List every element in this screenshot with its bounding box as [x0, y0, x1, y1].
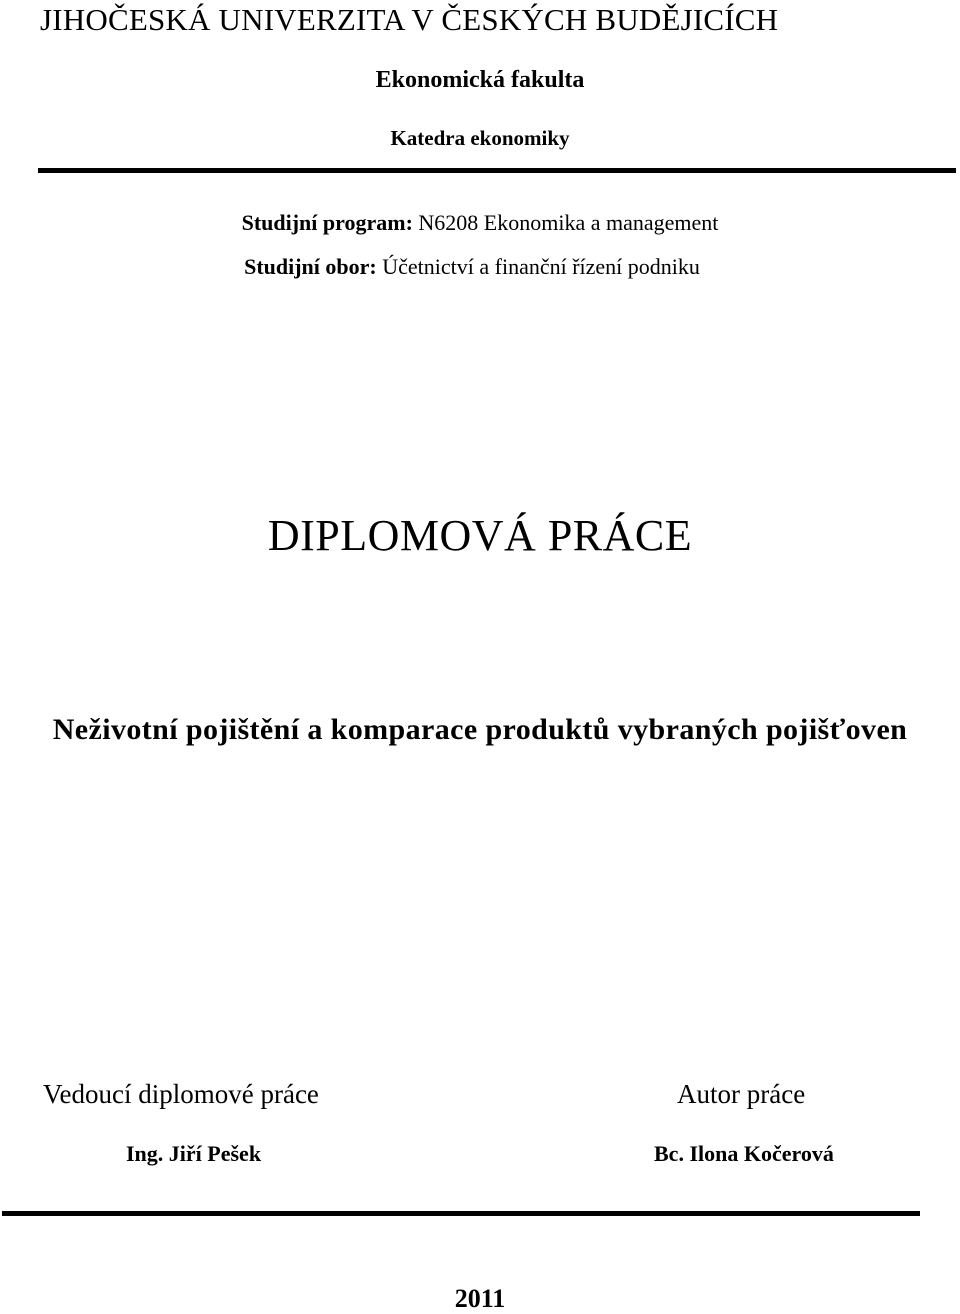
- thesis-title: Neživotní pojištění a komparace produktů vybraných pojišťoven: [52, 713, 908, 746]
- bottom-divider: [2, 1211, 920, 1216]
- faculty-name: Ekonomická fakulta: [375, 67, 585, 93]
- study-program-value: N6208 Ekonomika a management: [418, 210, 719, 235]
- supervisor-name: Ing. Jiří Pešek: [126, 1141, 262, 1166]
- study-field: [0, 254, 952, 280]
- year: 2011: [454, 1284, 506, 1313]
- supervisor-label: Vedoucí diplomové práce: [43, 1079, 319, 1109]
- study-field-label: Studijní obor:: [244, 254, 377, 279]
- study-field-value: Účetnictví a finanční řízení podniku: [382, 254, 700, 279]
- document-type: DIPLOMOVÁ PRÁCE: [267, 511, 693, 560]
- study-program: [0, 210, 960, 236]
- top-divider: [38, 168, 956, 173]
- department-name: Katedra ekonomiky: [390, 126, 570, 150]
- author-label: Autor práce: [677, 1079, 806, 1109]
- author-name: Bc. Ilona Kočerová: [654, 1141, 834, 1166]
- university-name: JIHOČESKÁ UNIVERZITA V ČESKÝCH BUDĚJICÍCH: [40, 2, 779, 37]
- study-program-label: Studijní program:: [241, 210, 413, 235]
